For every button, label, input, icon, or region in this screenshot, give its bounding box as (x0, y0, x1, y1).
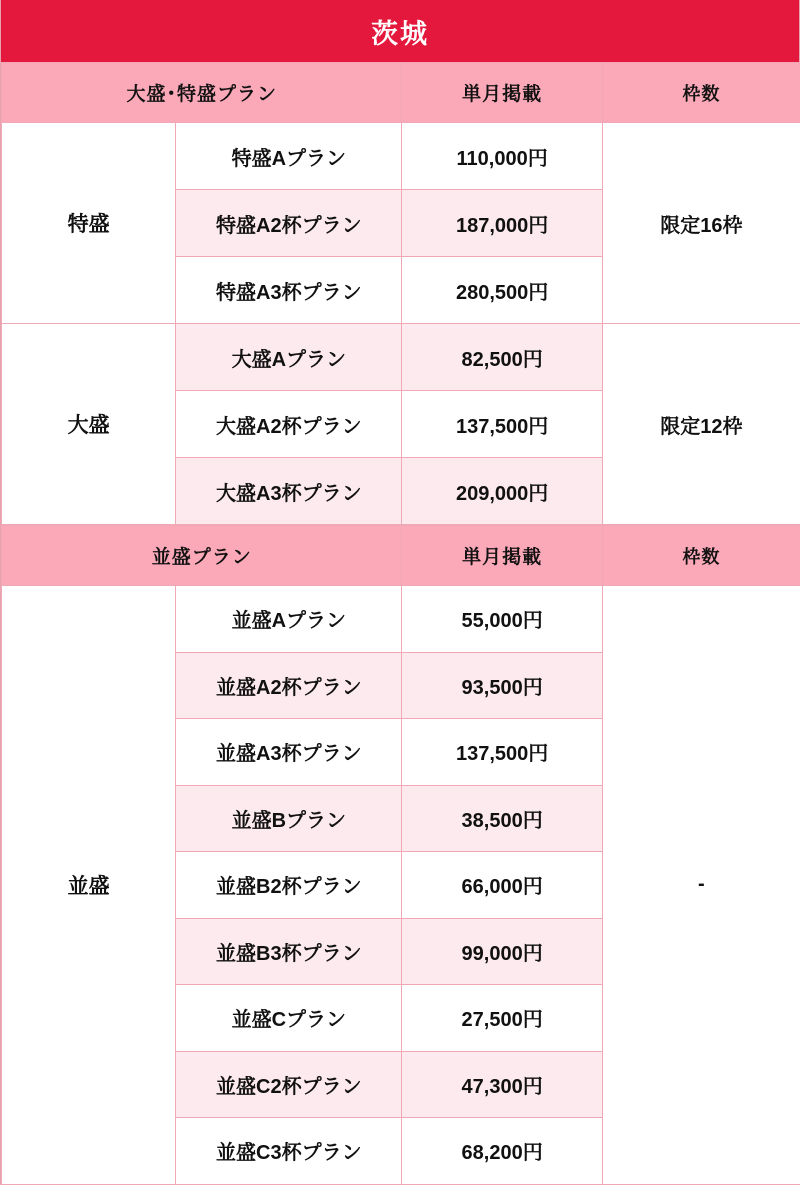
group-slots-omori: 限定12枠 (602, 324, 800, 525)
plan-name: 並盛Aプラン (176, 586, 402, 653)
plan-price: 99,000円 (402, 918, 602, 985)
namimori-table (1, 525, 800, 1185)
plan-name: 並盛C3杯プラン (176, 1118, 402, 1185)
plan-price: 66,000円 (402, 852, 602, 919)
page-title (1, 0, 799, 62)
plan-name: 並盛A2杯プラン (176, 652, 402, 719)
group-label-namimori: 並盛 (2, 586, 176, 1185)
column-header-plan: 並盛プラン (2, 526, 402, 586)
table-row (2, 586, 800, 653)
plan-name: 並盛B2杯プラン (176, 852, 402, 919)
group-label-omori: 大盛 (2, 324, 176, 525)
column-header-period: 単月掲載 (402, 526, 602, 586)
plan-price: 110,000円 (402, 123, 602, 190)
plan-name: 大盛A2杯プラン (176, 391, 402, 458)
column-header-plan: 大盛･特盛プラン (2, 63, 402, 123)
page-title-text: 茨城 (371, 18, 429, 49)
tokumori-omori-table (1, 62, 800, 525)
plan-name: 特盛Aプラン (176, 123, 402, 190)
group-slots-namimori: - (602, 586, 800, 1185)
plan-name: 並盛Bプラン (176, 785, 402, 852)
plan-price: 137,500円 (402, 391, 602, 458)
plan-price: 82,500円 (402, 324, 602, 391)
group-label-tokumori: 特盛 (2, 123, 176, 324)
plan-name: 特盛A2杯プラン (176, 190, 402, 257)
plan-price: 137,500円 (402, 719, 602, 786)
table-header-row (2, 526, 800, 586)
plan-price: 68,200円 (402, 1118, 602, 1185)
plan-name: 並盛A3杯プラン (176, 719, 402, 786)
group-slots-tokumori: 限定16枠 (602, 123, 800, 324)
plan-name: 並盛B3杯プラン (176, 918, 402, 985)
plan-price: 187,000円 (402, 190, 602, 257)
plan-name: 大盛Aプラン (176, 324, 402, 391)
table-row (2, 123, 800, 190)
column-header-slots: 枠数 (602, 526, 800, 586)
plan-price: 55,000円 (402, 586, 602, 653)
plan-name: 大盛A3杯プラン (176, 458, 402, 525)
plan-price: 280,500円 (402, 257, 602, 324)
column-header-slots: 枠数 (602, 63, 800, 123)
plan-price: 209,000円 (402, 458, 602, 525)
plan-price: 27,500円 (402, 985, 602, 1052)
plan-price: 38,500円 (402, 785, 602, 852)
table-row (2, 324, 800, 391)
plan-price: 47,300円 (402, 1051, 602, 1118)
column-header-period: 単月掲載 (402, 63, 602, 123)
plan-name: 特盛A3杯プラン (176, 257, 402, 324)
plan-price: 93,500円 (402, 652, 602, 719)
plan-name: 並盛C2杯プラン (176, 1051, 402, 1118)
table-header-row (2, 63, 800, 123)
plan-name: 並盛Cプラン (176, 985, 402, 1052)
